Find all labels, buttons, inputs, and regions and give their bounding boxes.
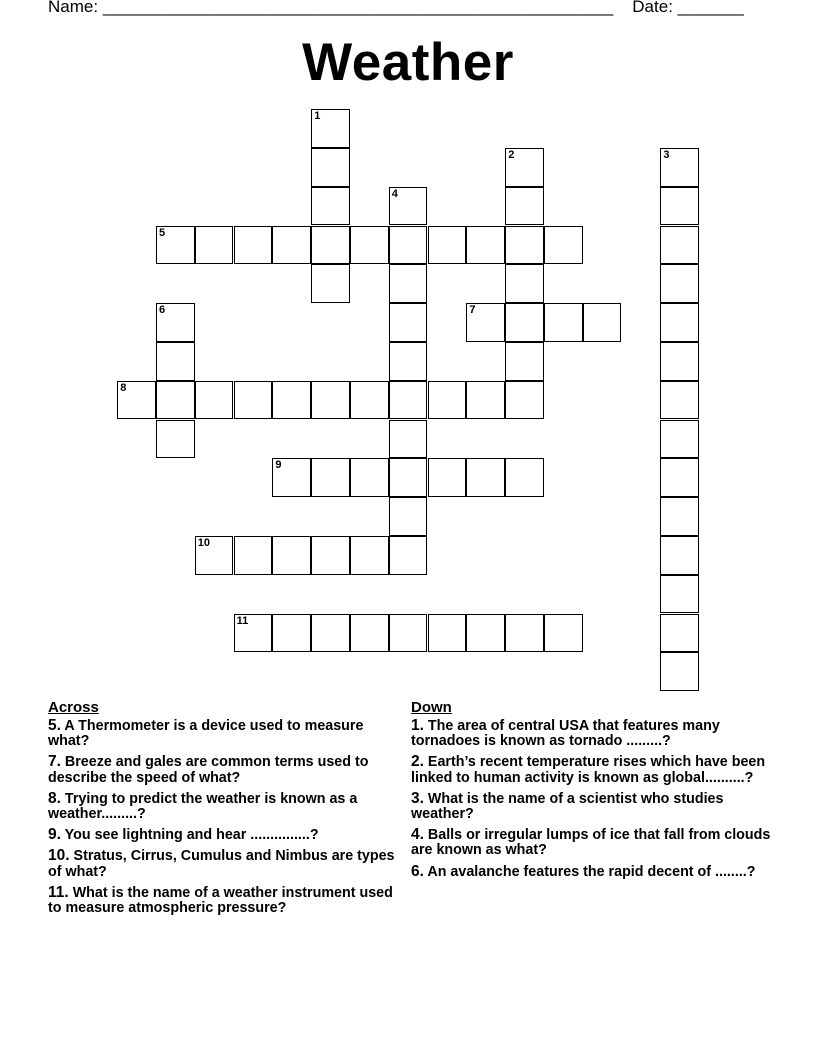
- grid-cell[interactable]: [195, 536, 234, 575]
- clue-text: A Thermometer is a device used to measure what?: [48, 718, 364, 750]
- down-clues: [411, 698, 771, 885]
- clue-text: Stratus, Cirrus, Cumulus and Nimbus are types of what?: [48, 848, 395, 880]
- clue-number: 10.: [48, 847, 70, 865]
- grid-cell[interactable]: [505, 614, 544, 653]
- name-line[interactable]: ______________________________________________________: [102, 0, 614, 16]
- grid-cell[interactable]: [311, 226, 350, 265]
- clue-text: Earth’s recent temperature rises which have been linked to human activity is known as global..........?: [411, 754, 766, 786]
- grid-cell[interactable]: [311, 458, 350, 497]
- grid-cell[interactable]: [272, 536, 311, 575]
- grid-cell[interactable]: [156, 303, 195, 342]
- clue-number: 1.: [411, 717, 424, 734]
- grid-cell[interactable]: [660, 652, 699, 691]
- grid-cell[interactable]: [350, 614, 389, 653]
- clue-number: 8.: [48, 789, 61, 807]
- grid-cell[interactable]: [660, 420, 699, 459]
- grid-cell[interactable]: [234, 614, 273, 653]
- grid-cell[interactable]: [350, 381, 389, 420]
- grid-cell[interactable]: [389, 420, 428, 459]
- clue-down-4: [411, 827, 771, 859]
- clue-number-label: 3: [663, 149, 670, 161]
- page-title: Weather: [302, 33, 514, 92]
- grid-cell[interactable]: [156, 381, 195, 420]
- grid-cell[interactable]: [660, 497, 699, 536]
- grid-cell[interactable]: [272, 381, 311, 420]
- clue-text: An avalanche features the rapid decent of ........?: [427, 863, 756, 880]
- clue-across-11: [48, 885, 403, 917]
- clue-number-label: 6: [159, 304, 166, 317]
- clue-across-7: [48, 754, 403, 786]
- grid-cell[interactable]: [505, 226, 544, 265]
- grid-cell[interactable]: [272, 614, 311, 653]
- clue-across-9: [48, 827, 403, 843]
- grid-cell[interactable]: [660, 342, 699, 381]
- grid-cell[interactable]: [583, 303, 622, 342]
- grid-cell[interactable]: [389, 303, 428, 342]
- grid-cell[interactable]: [660, 264, 699, 303]
- grid-cell[interactable]: [195, 381, 234, 420]
- grid-cell[interactable]: [505, 187, 544, 226]
- clue-down-1: [411, 718, 771, 750]
- grid-cell[interactable]: [389, 458, 428, 497]
- clue-number-label: 8: [120, 381, 127, 394]
- grid-cell[interactable]: [350, 536, 389, 575]
- clue-text: Trying to predict the weather is known as a weather.........?: [48, 790, 358, 823]
- grid-cell[interactable]: [389, 226, 428, 265]
- clue-number: 7.: [48, 753, 61, 771]
- grid-cell[interactable]: [350, 226, 389, 265]
- grid-cell[interactable]: [544, 303, 583, 342]
- grid-cell[interactable]: [505, 458, 544, 497]
- clue-across-10: [48, 848, 403, 880]
- grid-cell[interactable]: [389, 187, 428, 226]
- clue-text: What is the name of a scientist who studies weather?: [411, 790, 724, 823]
- grid-cell[interactable]: [389, 381, 428, 420]
- clue-number-label: 1: [314, 110, 321, 123]
- clue-text: You see lightning and hear ...............?: [64, 827, 319, 844]
- grid-cell[interactable]: [272, 226, 311, 265]
- down-heading: Down: [411, 699, 452, 716]
- grid-cell[interactable]: [660, 575, 699, 614]
- clue-number-label: 5: [159, 226, 166, 239]
- grid-cell[interactable]: [311, 109, 350, 148]
- grid-cell[interactable]: [195, 226, 234, 265]
- clue-number-label: 10: [197, 537, 211, 549]
- clue-number: 11.: [48, 883, 69, 901]
- clue-number: 3.: [411, 789, 424, 807]
- clue-number: 4.: [411, 826, 424, 844]
- grid-cell[interactable]: [350, 458, 389, 497]
- grid-cell[interactable]: [466, 303, 505, 342]
- grid-cell[interactable]: [234, 536, 273, 575]
- clue-text: Balls or irregular lumps of ice that fall from clouds are known as what?: [411, 827, 771, 859]
- grid-cell[interactable]: [660, 187, 699, 226]
- clue-text: The area of central USA that features many tornadoes is known as tornado .........?: [411, 718, 720, 750]
- grid-cell[interactable]: [660, 381, 699, 420]
- grid-cell[interactable]: [544, 226, 583, 265]
- grid-cell[interactable]: [389, 536, 428, 575]
- across-clues: [48, 698, 403, 921]
- grid-cell[interactable]: [156, 420, 195, 459]
- grid-cell[interactable]: [505, 264, 544, 303]
- grid-cell[interactable]: [156, 342, 195, 381]
- grid-cell[interactable]: [272, 458, 311, 497]
- grid-cell[interactable]: [660, 148, 699, 187]
- grid-cell[interactable]: [389, 614, 428, 653]
- clue-down-3: [411, 791, 771, 823]
- grid-cell[interactable]: [311, 614, 350, 653]
- grid-cell[interactable]: [660, 614, 699, 653]
- clue-number-label: 7: [469, 304, 476, 317]
- grid-cell[interactable]: [428, 458, 467, 497]
- grid-cell[interactable]: [505, 303, 544, 342]
- grid-cell[interactable]: [466, 381, 505, 420]
- grid-cell[interactable]: [505, 148, 544, 187]
- grid-cell[interactable]: [428, 226, 467, 265]
- grid-cell[interactable]: [389, 342, 428, 381]
- date-line[interactable]: _______: [677, 0, 744, 16]
- across-heading: Across: [48, 699, 99, 716]
- clue-number-label: 11: [236, 614, 249, 627]
- grid-cell[interactable]: [544, 614, 583, 653]
- clue-number: 6.: [411, 862, 424, 880]
- grid-cell[interactable]: [660, 226, 699, 265]
- grid-cell[interactable]: [389, 264, 428, 303]
- grid-cell[interactable]: [311, 381, 350, 420]
- name-label: Name:: [48, 0, 99, 16]
- grid-cell[interactable]: [505, 381, 544, 420]
- clue-number-label: 4: [391, 187, 398, 200]
- grid-cell[interactable]: [660, 458, 699, 497]
- clue-across-8: [48, 791, 403, 823]
- grid-cell[interactable]: [505, 342, 544, 381]
- grid-cell[interactable]: [311, 536, 350, 575]
- grid-cell[interactable]: [156, 226, 195, 265]
- grid-cell[interactable]: [311, 264, 350, 303]
- grid-cell[interactable]: [234, 381, 273, 420]
- grid-cell[interactable]: [660, 303, 699, 342]
- clue-number-label: 2: [508, 149, 515, 161]
- grid-cell[interactable]: [117, 381, 156, 420]
- clue-text: What is the name of a weather instrument used to measure atmospheric pressure?: [48, 884, 393, 916]
- clue-number-label: 9: [275, 459, 282, 472]
- grid-cell[interactable]: [234, 226, 273, 265]
- grid-cell[interactable]: [389, 497, 428, 536]
- date-label: Date:: [632, 0, 673, 16]
- clue-across-5: [48, 718, 403, 750]
- clue-text: Breeze and gales are common terms used to describe the speed of what?: [48, 754, 369, 786]
- clue-number: 9.: [48, 826, 61, 844]
- clue-down-6: [411, 864, 771, 880]
- clue-number: 2.: [411, 753, 424, 771]
- grid-cell[interactable]: [311, 148, 350, 187]
- grid-cell[interactable]: [311, 187, 350, 226]
- clue-number: 5.: [48, 717, 61, 734]
- clue-down-2: [411, 754, 771, 786]
- grid-cell[interactable]: [466, 614, 505, 653]
- grid-cell[interactable]: [428, 614, 467, 653]
- grid-cell[interactable]: [466, 458, 505, 497]
- grid-cell[interactable]: [466, 226, 505, 265]
- grid-cell[interactable]: [660, 536, 699, 575]
- grid-cell[interactable]: [428, 381, 467, 420]
